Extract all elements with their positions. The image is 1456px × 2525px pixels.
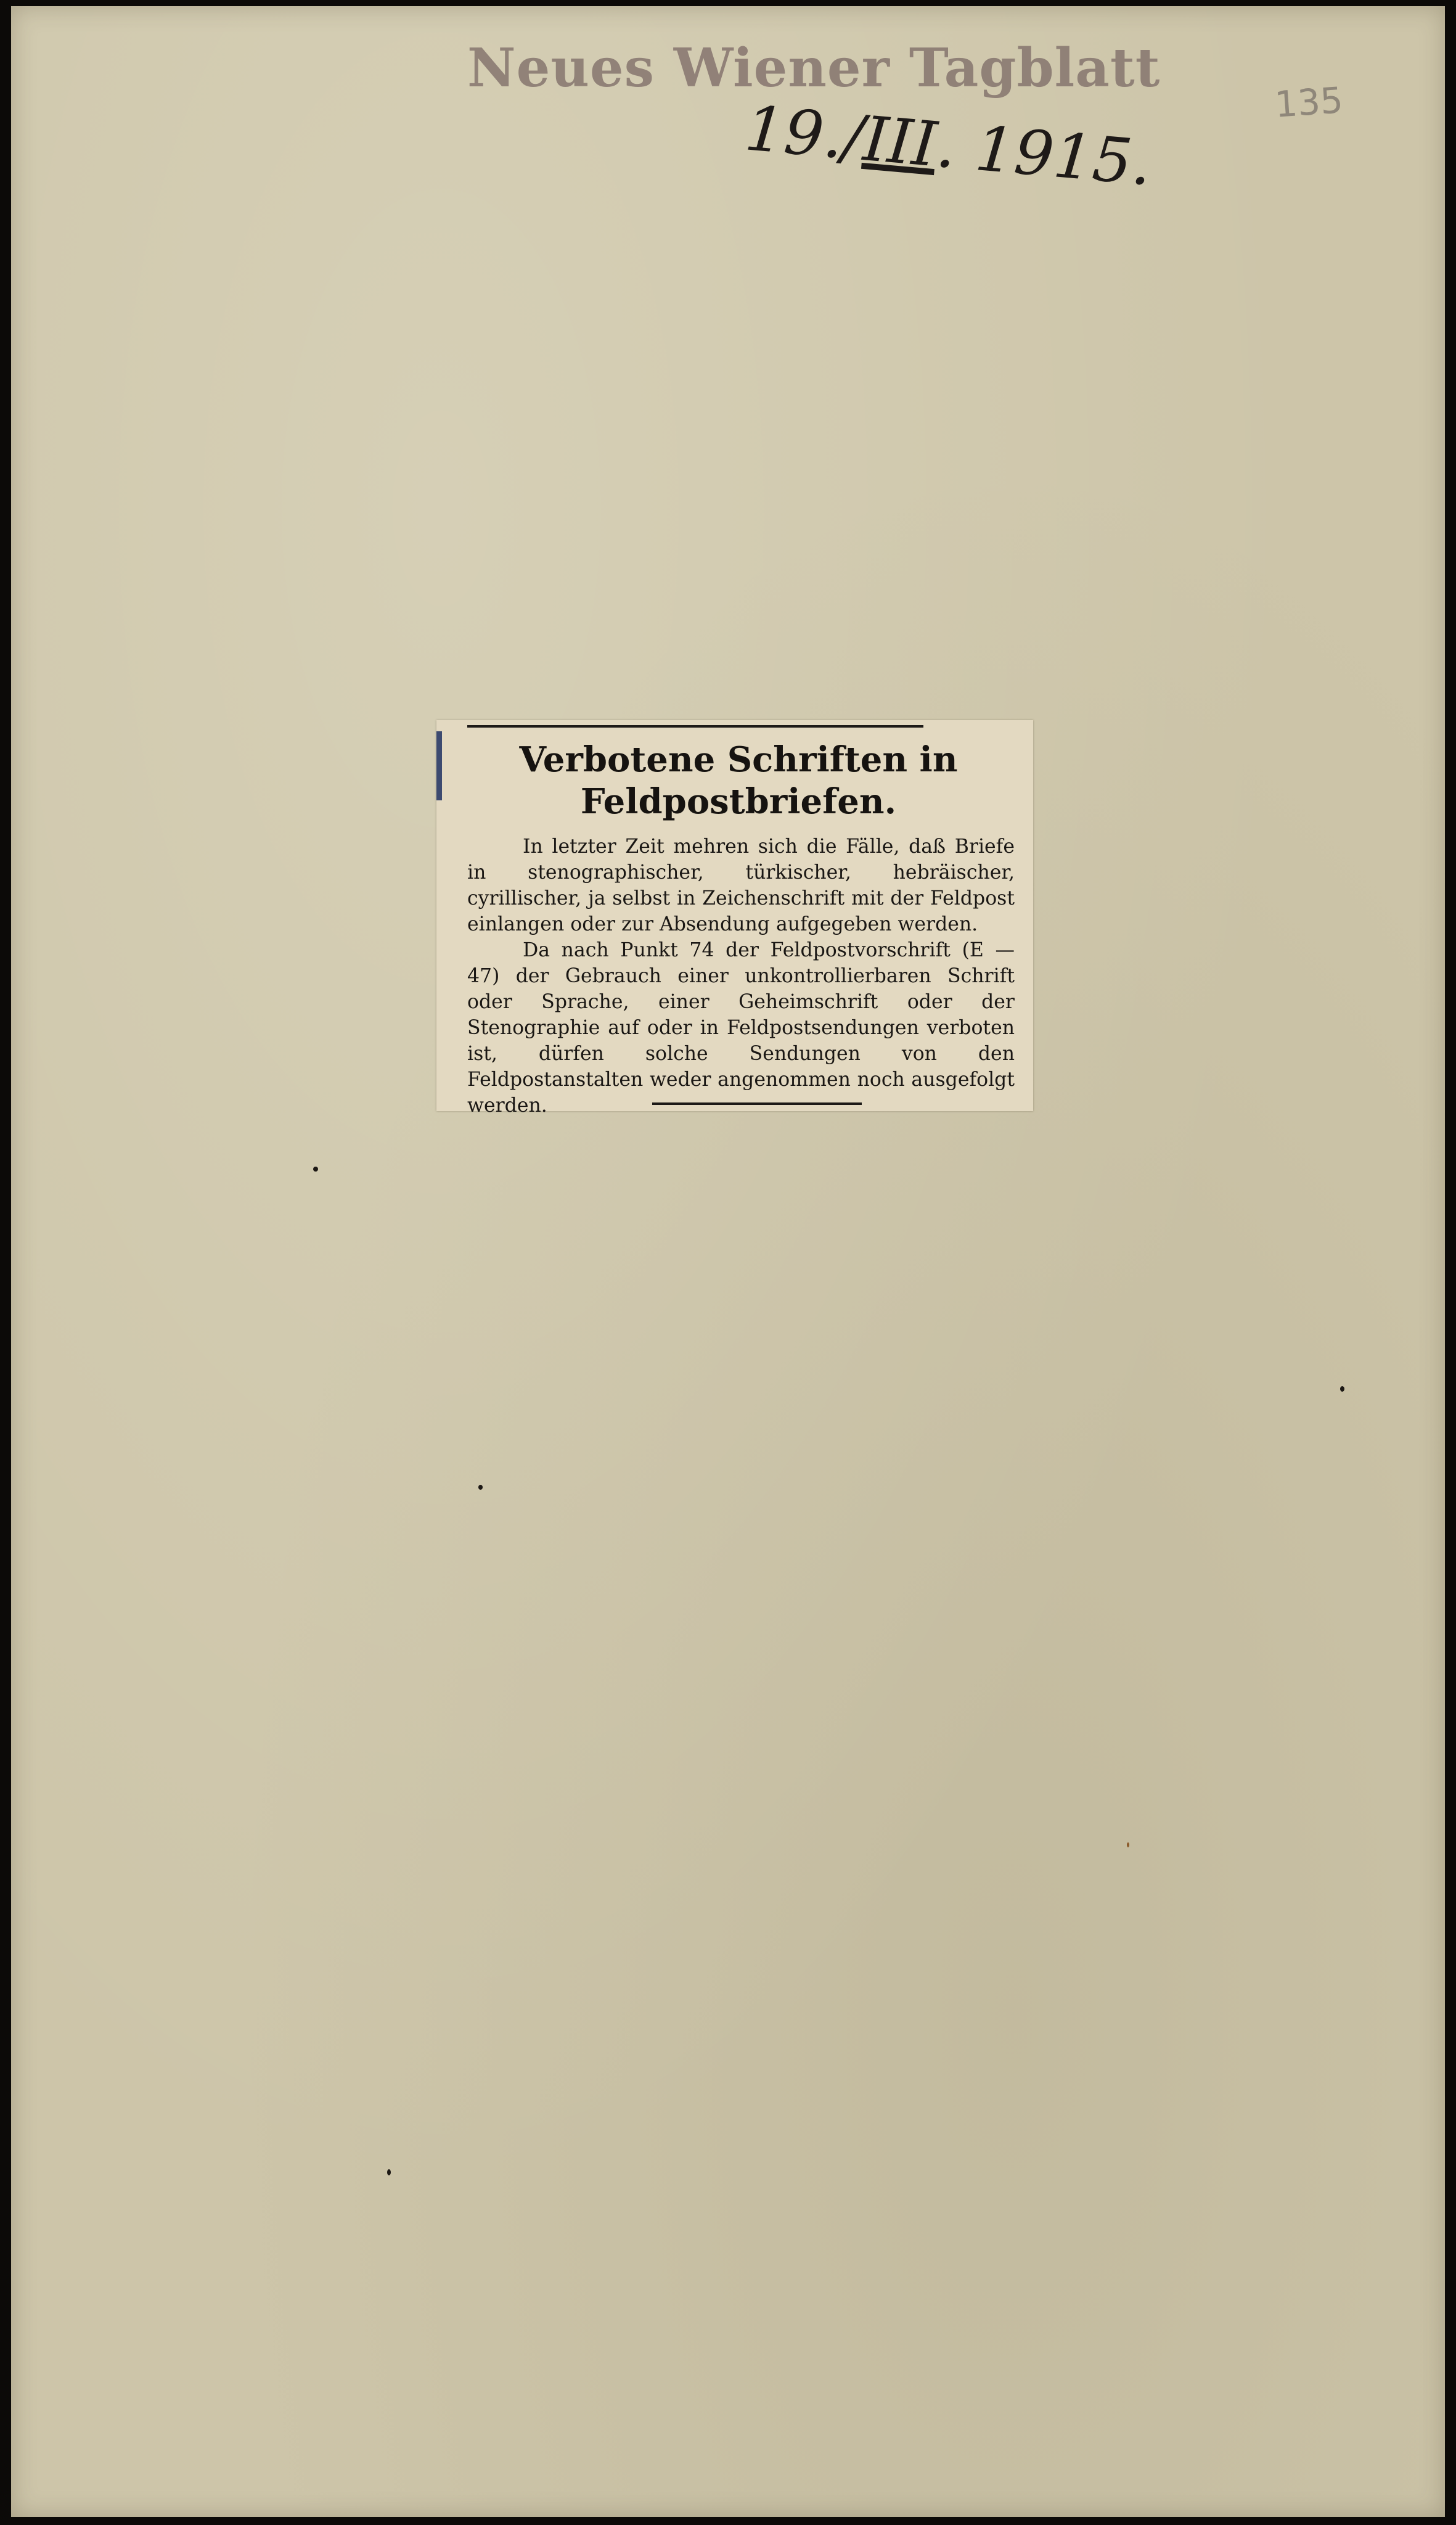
newspaper-stamp: Neues Wiener Tagblatt	[467, 37, 1161, 99]
page-number: 135	[1273, 79, 1344, 126]
archive-sheet	[11, 6, 1445, 2517]
paper-speck	[387, 2169, 391, 2175]
article-paragraph: In letzter Zeit mehren sich die Fälle, daß Briefe in stenographischer, türkischer, hebräischer, cyrillischer, ja selbst in Zeichenschrift mit der Feldpost einlangen oder zur Absendung aufgegeben werden.	[467, 836, 1015, 935]
paper-speck	[1127, 1842, 1129, 1847]
date-month: III	[861, 102, 940, 181]
newspaper-clipping	[436, 720, 1033, 1117]
clipping-edge-mark	[436, 731, 442, 800]
clipping-bottom-rule	[652, 1102, 862, 1105]
article-body	[467, 834, 1015, 1119]
handwritten-date	[742, 92, 1155, 199]
article-paragraph: Da nach Punkt 74 der Feldpostvorschrift (E — 47) der Gebrauch einer unkontrollierbaren Schrift oder Sprache, einer Geheimschrift oder der Stenographie auf oder in Feldpostsendungen verboten ist, dürfen solche Sendungen von den Feldpostanstalten weder angenommen noch ausgefolgt werden.	[467, 939, 1015, 1117]
article-headline: Verbotene Schriften in Feldpostbriefen.	[519, 739, 958, 822]
date-year: . 1915.	[933, 109, 1155, 200]
date-day: 19./	[742, 92, 867, 174]
paper-speck	[313, 1167, 318, 1172]
paper-speck	[478, 1485, 483, 1490]
paper-speck	[1340, 1386, 1344, 1392]
clipping-top-rule	[467, 725, 923, 728]
